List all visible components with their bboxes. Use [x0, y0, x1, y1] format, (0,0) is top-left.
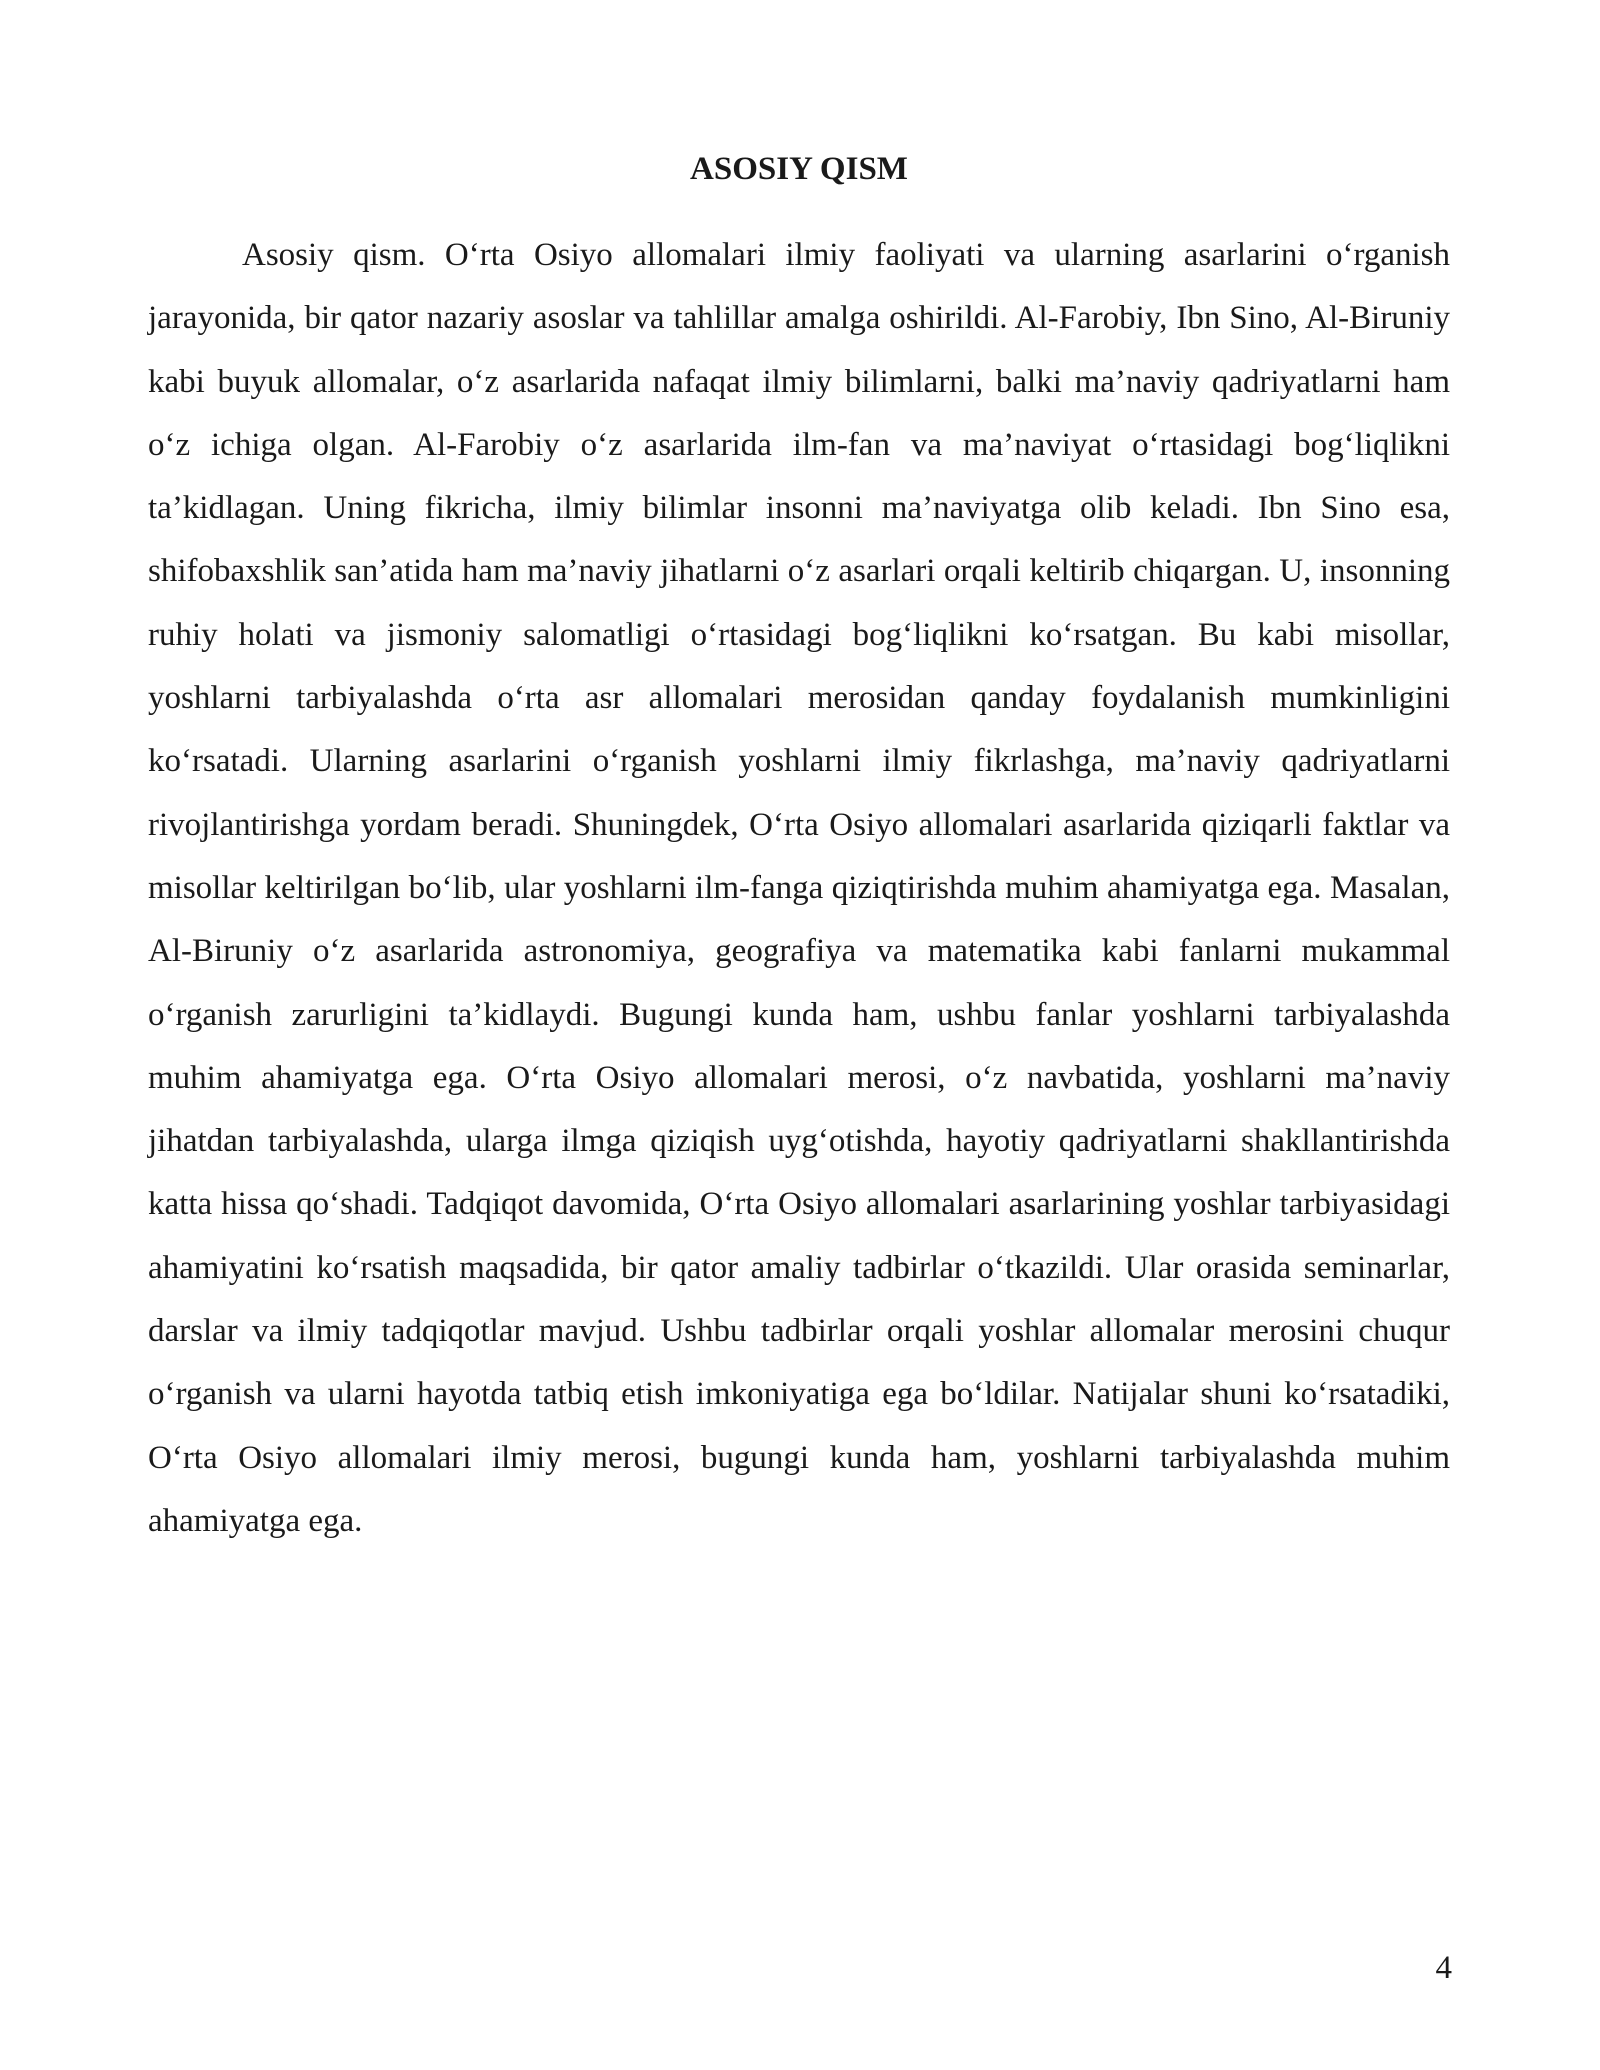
- page-number: 4: [1435, 1950, 1452, 1986]
- section-heading: ASOSIY QISM: [690, 151, 908, 187]
- body-paragraph: Asosiy qism. O‘rta Osiyo allomalari ilmiy faoliyati va ularning asarlarini o‘rganish jarayonida, bir qator nazariy asoslar va tahlillar amalga oshirildi. Al-Farobiy, Ibn Sino, Al-Biruniy kabi buyuk allomalar, o‘z asarlarida nafaqat ilmiy bilimlarni, balki ma’naviy qadriyatlarni ham o‘z ichiga olgan. Al-Farobiy o‘z asarlarida ilm-fan va ma’naviyat o‘rtasidagi bog‘liqlikni ta’kidlagan. Uning fikricha, ilmiy bilimlar insonni ma’naviyatga olib keladi. Ibn Sino esa, shifobaxshlik san’atida ham ma’naviy jihatlarni o‘z asarlari orqali keltirib chiqargan. U, insonning ruhiy holati va jismoniy salomatligi o‘rtasidagi bog‘liqlikni ko‘rsatgan. Bu kabi misollar, yoshlarni tarbiyalashda o‘rta asr allomalari merosidan qanday foydalanish mumkinligini ko‘rsatadi. Ularning asarlarini o‘rganish yoshlarni ilmiy fikrlashga, ma’naviy qadriyatlarni rivojlantirishga yordam beradi. Shuningdek, O‘rta Osiyo allomalari asarlarida qiziqarli faktlar va misollar keltirilgan bo‘lib, ular yoshlarni ilm-fanga qiziqtirishda muhim ahamiyatga ega. Masalan, Al-Biruniy o‘z asarlarida astronomiya, geografiya va matematika kabi fanlarni mukammal o‘rganish zarurligini ta’kidlaydi. Bugungi kunda ham, ushbu fanlar yoshlarni tarbiyalashda muhim ahamiyatga ega. O‘rta Osiyo allomalari merosi, o‘z navbatida, yoshlarni ma’naviy jihatdan tarbiyalashda, ularga ilmga qiziqish uyg‘otishda, hayotiy qadriyatlarni shakllantirishda katta hissa qo‘shadi. Tadqiqot davomida, O‘rta Osiyo allomalari asarlarining yoshlar tarbiyasidagi ahamiyatini ko‘rsatish maqsadida, bir qator amaliy tadbirlar o‘tkazildi. Ular orasida seminarlar, darslar va ilmiy tadqiqotlar mavjud. Ushbu tadbirlar orqali yoshlar allomalar merosini chuqur o‘rganish va ularni hayotda tatbiq etish imkoniyatiga ega bo‘ldilar. Natijalar shuni ko‘rsatadiki, O‘rta Osiyo allomalari ilmiy merosi, bugungi kunda ham, yoshlarni tarbiyalashda muhim ahamiyatga ega.: [148, 237, 1450, 1539]
